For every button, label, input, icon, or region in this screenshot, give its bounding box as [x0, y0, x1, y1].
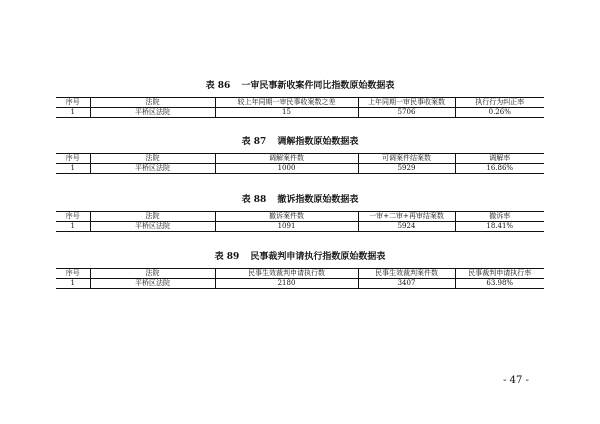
data-table — [56, 97, 544, 118]
data-table — [56, 268, 544, 289]
caption-prefix: 表 — [214, 252, 224, 262]
table-header-row — [56, 212, 544, 222]
header-cell: 法院 — [90, 98, 215, 108]
table-cell: 15 — [215, 108, 358, 118]
table-cell: 5924 — [358, 222, 455, 232]
table-89-block — [56, 251, 544, 289]
table-row — [56, 279, 544, 289]
header-cell: 撤诉率 — [455, 212, 544, 222]
data-table — [56, 153, 544, 174]
table-cell: 1 — [56, 164, 90, 174]
table-cell: 5929 — [358, 164, 455, 174]
table-cell: 16.86% — [455, 164, 544, 174]
header-cell: 撤诉案件数 — [215, 212, 358, 222]
header-cell: 调解率 — [455, 154, 544, 164]
table-88-block — [56, 194, 544, 232]
header-cell: 调解案件数 — [215, 154, 358, 164]
header-cell: 较上年同期一审民事收案数之差 — [215, 98, 358, 108]
header-cell: 民事生效裁判案件数 — [358, 269, 455, 279]
header-cell: 法院 — [90, 269, 215, 279]
table-cell: 1000 — [215, 164, 358, 174]
table-cell: 平桥区法院 — [90, 222, 215, 232]
table-cell: 1 — [56, 222, 90, 232]
table-cell: 1091 — [215, 222, 358, 232]
caption-number: 87 — [253, 137, 267, 147]
table-caption — [56, 136, 544, 148]
table-cell: 1 — [56, 279, 90, 289]
table-86-block — [56, 80, 544, 118]
table-caption — [56, 194, 544, 206]
table-caption — [56, 251, 544, 263]
caption-number: 89 — [226, 252, 240, 262]
header-cell: 序号 — [56, 269, 90, 279]
header-cell: 民事裁判申请执行率 — [455, 269, 544, 279]
table-row — [56, 108, 544, 118]
caption-prefix: 表 — [205, 81, 215, 91]
table-caption — [56, 80, 544, 92]
header-cell: 一审+二审+再审结案数 — [358, 212, 455, 222]
table-87-block — [56, 136, 544, 174]
header-cell: 法院 — [90, 154, 215, 164]
table-header-row — [56, 269, 544, 279]
table-cell: 2180 — [215, 279, 358, 289]
caption-title: 一审民事新收案件同比指数原始数据表 — [241, 81, 395, 91]
caption-prefix: 表 — [241, 137, 251, 147]
caption-prefix: 表 — [241, 195, 251, 205]
table-header-row — [56, 98, 544, 108]
caption-title: 调解指数原始数据表 — [277, 137, 359, 147]
data-table — [56, 211, 544, 232]
table-cell: 18.41% — [455, 222, 544, 232]
caption-title: 民事裁判申请执行指数原始数据表 — [250, 252, 386, 262]
caption-title: 撤诉指数原始数据表 — [277, 195, 359, 205]
table-cell: 平桥区法院 — [90, 108, 215, 118]
table-cell: 平桥区法院 — [90, 279, 215, 289]
header-cell: 上年同期一审民事收案数 — [358, 98, 455, 108]
caption-number: 86 — [217, 81, 231, 91]
table-cell: 0.26% — [455, 108, 544, 118]
header-cell: 民事生效裁判申请执行数 — [215, 269, 358, 279]
table-row — [56, 164, 544, 174]
caption-number: 88 — [253, 195, 267, 205]
table-cell: 63.98% — [455, 279, 544, 289]
header-cell: 法院 — [90, 212, 215, 222]
header-cell: 执行行为纠正率 — [455, 98, 544, 108]
table-cell: 平桥区法院 — [90, 164, 215, 174]
table-cell: 1 — [56, 108, 90, 118]
page-number: - 47 - — [503, 375, 529, 386]
header-cell: 可调案件结案数 — [358, 154, 455, 164]
table-header-row — [56, 154, 544, 164]
table-cell: 3407 — [358, 279, 455, 289]
header-cell: 序号 — [56, 98, 90, 108]
header-cell: 序号 — [56, 212, 90, 222]
table-row — [56, 222, 544, 232]
table-cell: 5706 — [358, 108, 455, 118]
header-cell: 序号 — [56, 154, 90, 164]
